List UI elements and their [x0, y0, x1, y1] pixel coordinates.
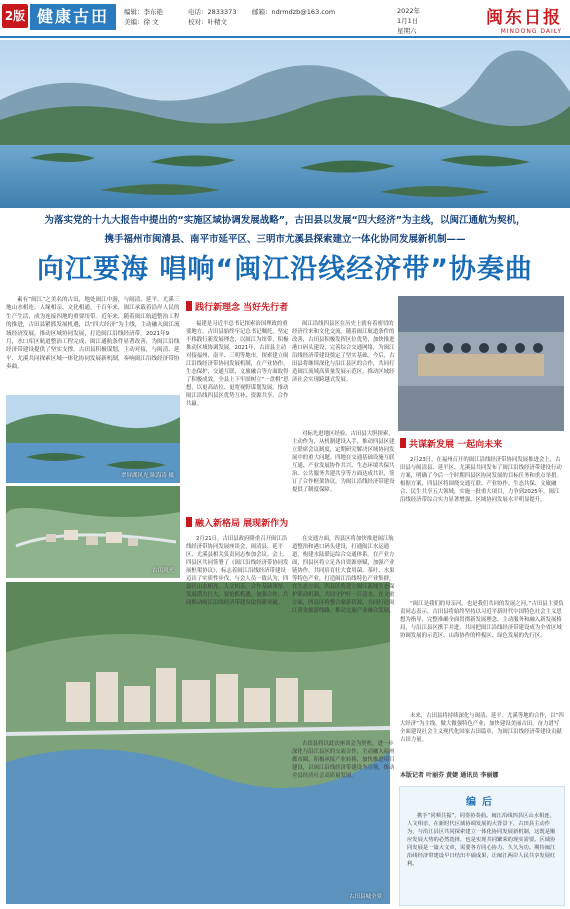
- hero-landscape-photo: [0, 40, 570, 208]
- art-line: 美编：徐 文: [124, 18, 159, 26]
- section-head-2: [186, 517, 288, 531]
- phone-info: [188, 7, 236, 27]
- page-number: 2版: [2, 4, 28, 28]
- editor-note-box: [399, 786, 565, 906]
- reporter-credit: 本版记者 叶丽芬 黄婕 通讯员 李丽娜: [400, 772, 499, 779]
- section-title: 健康古田: [30, 4, 116, 30]
- section-head-3-text: 共谋新发展 一起向未来: [409, 440, 503, 450]
- column-a1: 福建是习近平总书记探索治国理政的重要地方。古田县始终牢记总书记嘱托，坚定不移践行新发展理念，以闽江为纽带，积极推动区域协调发展。2021年，古田县主动对接福州、南平、三明等地市，探索建立闽江沿线经济带协同发展机制，在产业协作、生态保护、交通互联、文旅融合等方面取得了积极成效。全县上下牢固树立“一盘棋”思想，以更高站位、更宽视野谋划发展，推动闽江沿线四县区优势互补、资源共享、合作共赢。: [186, 321, 289, 407]
- date-day: 1月1日: [397, 17, 419, 25]
- photo-town: [6, 486, 180, 578]
- editor-info: [124, 7, 163, 27]
- column-b3: 古田县将以此次座谈会为契机，进一步深化与沿江县区的交流合作，主动融入福州都市圈，积极承接产业转移，加快推进项目建设，以闽江沿线经济带建设为引领，推动全县经济社会高质量发展。: [292, 741, 395, 779]
- column-a2: 闽江沿线四县区在历史上就有着密切的经济往来和文化交流。随着闽江航道条件的改善，古田县积极发挥区位优势，加快推进港口码头建设，完善综合交通网络，为闽江沿线经济带建设奠定了坚实基础。今后，古田县将继续深化与沿江县区的合作，共同打造闽江流域高质量发展示范区，推动区域经济社会实现跨越式发展。: [292, 321, 395, 383]
- column-b1: 2月21日，古田县政府隆重召开闽江沿线经济带协同发展座谈会，闽清县、延平区、尤溪县相关负责同志参加会议。会上，四县区共同签署了《闽江沿线经济带协同发展框架协议》，标志着闽江沿线经济带建设迈出了实质性步伐。与会人员一致认为，四县区山水相连、人文相亲，合作基础深厚，发展潜力巨大，要抢抓机遇，加强合作，共同推动闽江沿线经济带建设取得新突破。: [186, 536, 289, 606]
- brand-name: 闽东日报: [486, 8, 562, 28]
- column-a3: 对标先进地区经验，古田县大胆探索，主动作为，从机制建设入手，推动四县区建立联席会议制度，定期研究解决区域协同发展中的重大问题。四地在交通基础设施互联互通、产业发展协作共兴、生态环境共保共治、公共服务共建共享等方面达成共识，签订了合作框架协议，为闽江沿线经济带建设提供了制度保障。: [292, 431, 395, 493]
- intro-paragraph: 素有“闽江”之美名的古田，地处闽江中游，与闽清、延平、尤溪三地山水相连、人缘相亲、文化相通。千百年来，闽江承载着沿岸人民的生产生活，成为连接四地的重要纽带。近年来，随着闽江航道整治工程的推进，古田县紧抓发展机遇，以“四大经济”为主线，主动融入闽江流域经济发展，推动区域协同发展，打造闽江沿线经济带。2021年9月，水口库区航道整治工程完成，闽江通航条件显著改善，为闽江沿线经济带建设提供了坚实支撑。古田县积极谋划，主动对接，与闽清、延平、尤溪共同探索区域一体化协同发展新机制，奏响闽江沿线经济带协奏曲。: [6, 297, 180, 371]
- photo-lake: [6, 395, 180, 483]
- town-illustration: [6, 486, 180, 578]
- page-header: [0, 0, 570, 38]
- section-head-2-text: 融入新格局 展现新作为: [195, 519, 289, 529]
- brand-english: MINDONG DAILY: [500, 28, 562, 35]
- email-info: [252, 7, 335, 17]
- section-head-1: [186, 301, 288, 315]
- meeting-illustration: [398, 296, 564, 431]
- headline-block: [0, 208, 570, 294]
- section-head-3: [400, 438, 502, 452]
- lake-illustration: [6, 395, 180, 483]
- column-c3: 未来，古田县将持续深化与闽清、延平、尤溪等地的合作，以“四大经济”为主线，做大做强特色产业，加快建设美丽古田，奋力谱写全面建设社会主义现代化国家古田篇章，为闽江沿线经济带建设贡献古田力量。: [400, 713, 564, 743]
- pre-title-line-1: 为落实党的十九大报告中提出的“实施区域协调发展战略”，古田县以发展“四大经济”为主线，以闽江通航为契机，: [44, 215, 526, 226]
- main-headline: 向江要海 唱响“闽江沿线经济带”协奏曲: [37, 254, 533, 285]
- editor-note-text: 携手“同频共振”，同奏协奏曲。闽江沿线四县区山水相连、人文相亲，在新时代区域协调发展的大背景下，古田县主动作为，与沿江县区共同探索建立一体化协同发展新机制，这既是顺应发展大势的必然选择，也是实现共同繁荣的现实需要。区域协同发展是一篇大文章，需要各方同心协力、久久为功。期待闽江沿线经济带建设早日结出丰硕成果，让闽江两岸人民共享发展红利。: [407, 813, 556, 867]
- column-c2: “闽江是我们的母亲河，也是我们共同的发展之河。”古田县主要负责同志表示，古田县将始终坚持以习近平新时代中国特色社会主义思想为指导，完整准确全面贯彻新发展理念，主动服务和融入新发展格局，与沿江县区携手并进，共同把闽江沿线经济带建设成为全省区域协调发展的示范区、山海协作的样板区、绿色发展的先行区。: [400, 601, 564, 639]
- editor-line: 编辑：李东艳: [124, 8, 163, 16]
- proof-line: 校对：叶精文: [188, 18, 227, 26]
- newspaper-brand: [486, 3, 562, 35]
- column-b2: 在交通方面，四县区将加快推进闽江航道整治和港口码头建设，打通闽江水运通道，构建水陆联运综合交通体系。在产业方面，四县区将立足各自资源禀赋，加强产业链协作，共同培育壮大食用菌、茶叶、水果等特色产业，打造闽江沿线特色产业集群。在生态方面，四县区将建立闽江流域生态保护联动机制，共同守护好一江清水。在文旅方面，四县区将整合旅游资源，共同打造闽江黄金旅游线路，推动文旅产业融合发展。: [292, 536, 395, 614]
- issue-date: [397, 6, 420, 36]
- column-c1: 2月23日，在福州召开的闽江沿线经济带协同发展推进会上，古田县与闽清县、延平区、尤溪县共同发布了闽江沿线经济带建设行动方案，明确了今后一个时期四县区协同发展的目标任务和重点举措。根据方案，四县区将围绕交通互联、产业协作、生态共保、文旅融合、民生共享五大领域，实施一批重大项目，力争到2025年，闽江沿线经济带综合实力显著增强，区域协同发展水平明显提升。: [400, 457, 562, 503]
- pre-title-line-2: 携手福州市闽清县、南平市延平区、三明市尤溪县探索建立一体化协同发展新机制——: [104, 234, 466, 245]
- email-line: 邮箱：ndrmdzb@163.com: [252, 8, 336, 16]
- hero-landscape-illustration: [0, 40, 570, 208]
- photo-meeting: [398, 296, 564, 431]
- editor-note-title: 编后: [466, 797, 498, 808]
- photo-town-caption: 古田风光: [151, 568, 174, 574]
- phone-line: 电话：2833373: [188, 8, 237, 16]
- date-year: 2022年: [397, 7, 421, 15]
- photo-city-caption: 古田县城全景: [348, 894, 382, 900]
- date-week: 星期六: [397, 27, 417, 35]
- photo-lake-caption: 翠屏湖风光 陈海涛 摄: [121, 473, 174, 479]
- section-head-1-text: 践行新理念 当好先行者: [195, 303, 289, 313]
